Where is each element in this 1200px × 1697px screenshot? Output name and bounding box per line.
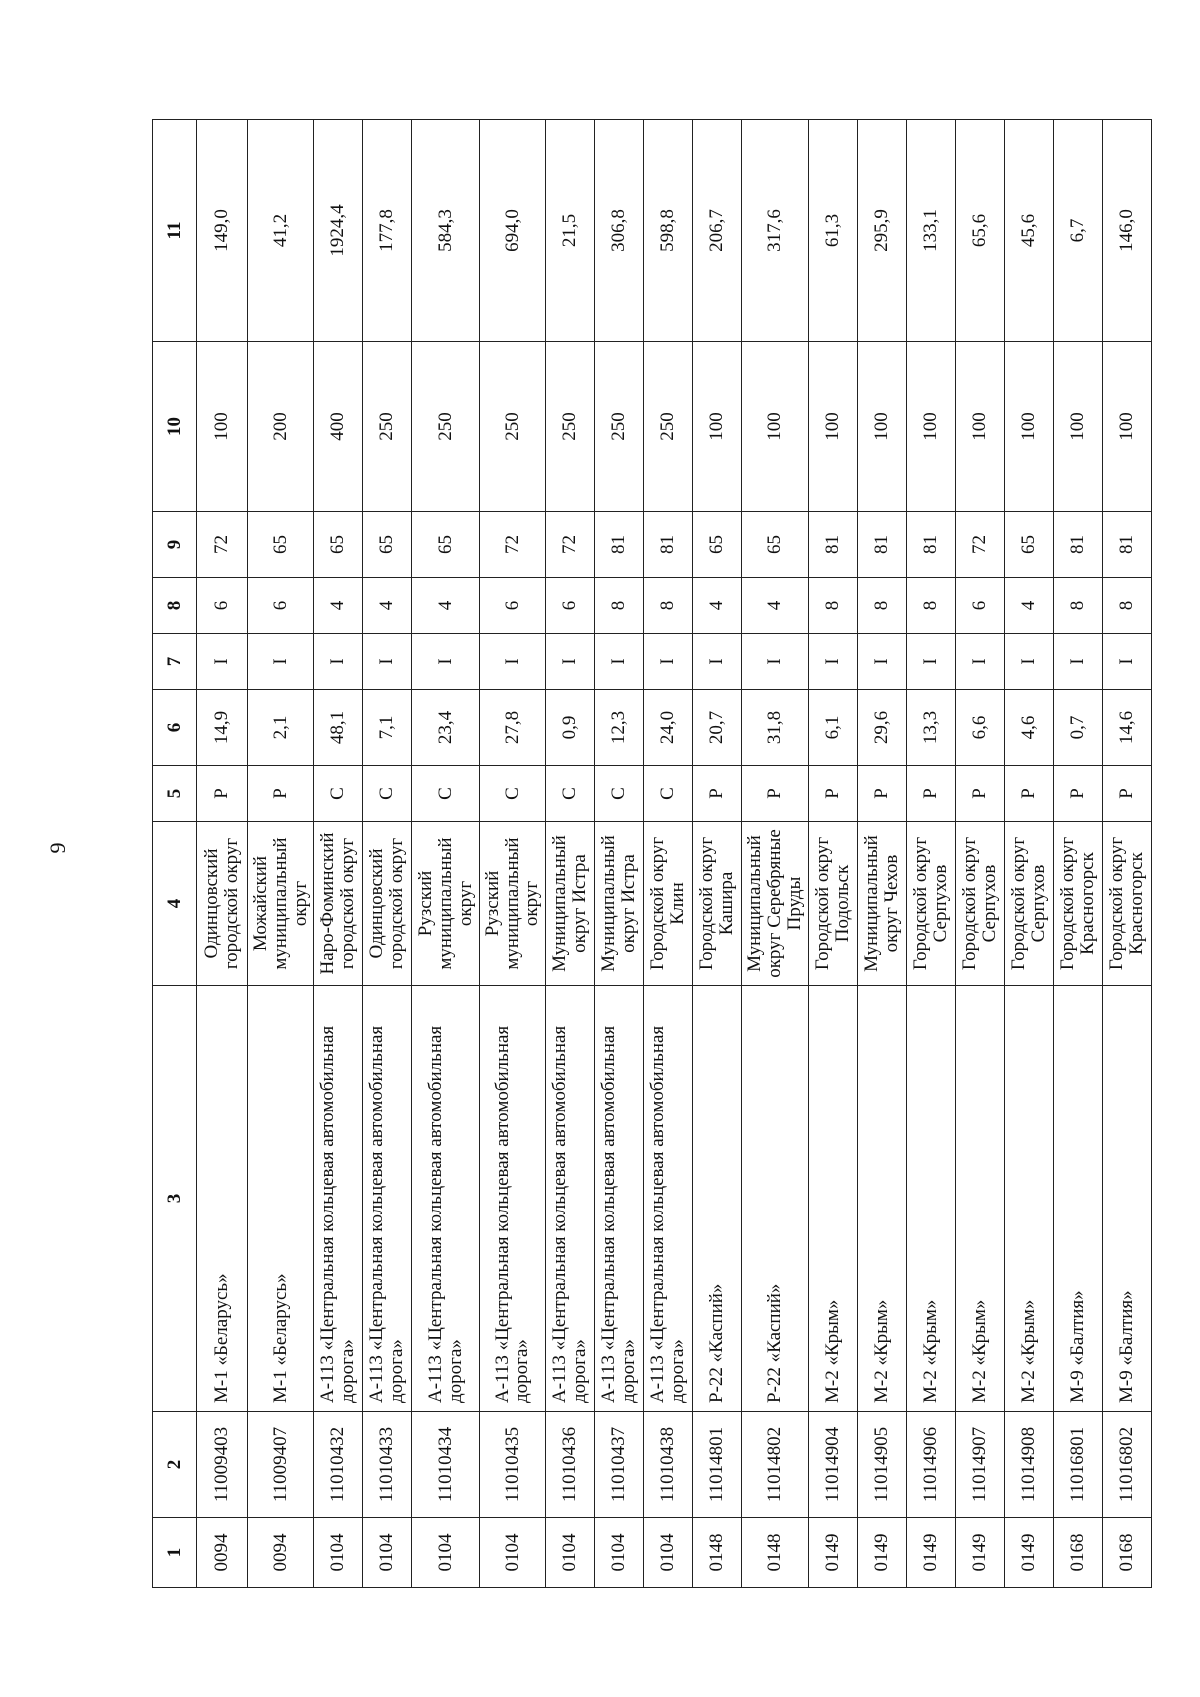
table-cell: Городской округ Подольск bbox=[808, 822, 857, 986]
table-cell: С bbox=[363, 766, 412, 822]
table-cell: 0149 bbox=[906, 1518, 955, 1588]
table-cell: М-1 «Беларусь» bbox=[197, 986, 248, 1412]
table-cell: I bbox=[808, 634, 857, 690]
table-cell: 206,7 bbox=[693, 120, 742, 342]
table-cell: 4 bbox=[1004, 578, 1053, 634]
table-cell: 29,6 bbox=[857, 690, 906, 766]
table-cell: Р bbox=[1053, 766, 1102, 822]
table-cell: 100 bbox=[693, 342, 742, 512]
table-cell: Р bbox=[808, 766, 857, 822]
table-cell: 81 bbox=[808, 512, 857, 578]
header-cell: 6 bbox=[153, 690, 197, 766]
table-cell: 0168 bbox=[1102, 1518, 1151, 1588]
table-cell: 27,8 bbox=[479, 690, 545, 766]
table-cell: 72 bbox=[546, 512, 595, 578]
table-cell: 200 bbox=[248, 342, 314, 512]
table-cell: 317,6 bbox=[742, 120, 808, 342]
table-cell: Рузский муниципальный округ bbox=[412, 822, 479, 986]
table-cell: М-2 «Крым» bbox=[808, 986, 857, 1412]
table-cell: 146,0 bbox=[1102, 120, 1151, 342]
table-cell: 0104 bbox=[595, 1518, 644, 1588]
table-cell: А-113 «Центральная кольцевая автомобильная дорога» bbox=[479, 986, 545, 1412]
header-cell: 8 bbox=[153, 578, 197, 634]
table-cell: 8 bbox=[808, 578, 857, 634]
table-cell: 12,3 bbox=[595, 690, 644, 766]
table-cell: Муниципальный округ Чехов bbox=[857, 822, 906, 986]
table-cell: 11009407 bbox=[248, 1412, 314, 1518]
table-cell: 250 bbox=[479, 342, 545, 512]
table-cell: 65 bbox=[742, 512, 808, 578]
table-cell: 0148 bbox=[693, 1518, 742, 1588]
table-cell: 11009403 bbox=[197, 1412, 248, 1518]
table-cell: 4 bbox=[314, 578, 363, 634]
table-cell: 11010438 bbox=[644, 1412, 693, 1518]
table-cell: Р-22 «Каспий» bbox=[693, 986, 742, 1412]
rotated-table-wrapper bbox=[152, 120, 1152, 1588]
table-cell: 250 bbox=[412, 342, 479, 512]
table-cell: 4 bbox=[363, 578, 412, 634]
table-cell: Городской округ Серпухов bbox=[906, 822, 955, 986]
table-cell: 598,8 bbox=[644, 120, 693, 342]
table-cell: Можайский муниципальный округ bbox=[248, 822, 314, 986]
table-cell: А-113 «Центральная кольцевая автомобильная дорога» bbox=[546, 986, 595, 1412]
table-row bbox=[1004, 120, 1053, 1588]
table-cell: 0104 bbox=[412, 1518, 479, 1588]
table-cell: Городской округ Кашира bbox=[693, 822, 742, 986]
table-cell: 6,1 bbox=[808, 690, 857, 766]
table-cell: М-2 «Крым» bbox=[857, 986, 906, 1412]
table-cell: 0149 bbox=[808, 1518, 857, 1588]
table-cell: 133,1 bbox=[906, 120, 955, 342]
table-cell: Одинцовский городской округ bbox=[197, 822, 248, 986]
table-cell: Муниципальный округ Истра bbox=[595, 822, 644, 986]
table-cell: Р bbox=[197, 766, 248, 822]
table-row bbox=[412, 120, 479, 1588]
table-cell: 24,0 bbox=[644, 690, 693, 766]
table-cell: 65,6 bbox=[955, 120, 1004, 342]
table-row bbox=[197, 120, 248, 1588]
table-cell: 250 bbox=[595, 342, 644, 512]
table-cell: 23,4 bbox=[412, 690, 479, 766]
table-cell: 306,8 bbox=[595, 120, 644, 342]
table-cell: I bbox=[248, 634, 314, 690]
table-cell: I bbox=[693, 634, 742, 690]
table-cell: 100 bbox=[857, 342, 906, 512]
table-cell: Р bbox=[742, 766, 808, 822]
table-cell: С bbox=[412, 766, 479, 822]
table-cell: 250 bbox=[546, 342, 595, 512]
table-cell: С bbox=[546, 766, 595, 822]
table-cell: 0104 bbox=[644, 1518, 693, 1588]
header-cell: 4 bbox=[153, 822, 197, 986]
table-cell: 81 bbox=[644, 512, 693, 578]
table-cell: 6 bbox=[197, 578, 248, 634]
table-cell: 177,8 bbox=[363, 120, 412, 342]
table-cell: 11010435 bbox=[479, 1412, 545, 1518]
table-cell: Р-22 «Каспий» bbox=[742, 986, 808, 1412]
table-cell: 6,7 bbox=[1053, 120, 1102, 342]
table-cell: I bbox=[644, 634, 693, 690]
table-cell: 65 bbox=[314, 512, 363, 578]
table-row bbox=[546, 120, 595, 1588]
header-cell: 5 bbox=[153, 766, 197, 822]
table-cell: 0104 bbox=[546, 1518, 595, 1588]
table-cell: 11014802 bbox=[742, 1412, 808, 1518]
table-cell: С bbox=[595, 766, 644, 822]
table-cell: 48,1 bbox=[314, 690, 363, 766]
table-cell: 31,8 bbox=[742, 690, 808, 766]
table-cell: 8 bbox=[1053, 578, 1102, 634]
table-cell: 8 bbox=[595, 578, 644, 634]
data-table bbox=[152, 119, 1152, 1588]
table-cell: А-113 «Центральная кольцевая автомобильная дорога» bbox=[644, 986, 693, 1412]
table-row bbox=[808, 120, 857, 1588]
table-cell: 11010432 bbox=[314, 1412, 363, 1518]
table-cell: 72 bbox=[479, 512, 545, 578]
table-cell: I bbox=[857, 634, 906, 690]
table-cell: 6 bbox=[955, 578, 1004, 634]
table-cell: А-113 «Центральная кольцевая автомобильная дорога» bbox=[412, 986, 479, 1412]
table-row bbox=[1053, 120, 1102, 1588]
table-cell: 100 bbox=[197, 342, 248, 512]
table-cell: 250 bbox=[363, 342, 412, 512]
table-row bbox=[857, 120, 906, 1588]
table-cell: I bbox=[197, 634, 248, 690]
table-cell: 11014908 bbox=[1004, 1412, 1053, 1518]
table-cell: I bbox=[955, 634, 1004, 690]
table-row bbox=[693, 120, 742, 1588]
table-cell: 14,6 bbox=[1102, 690, 1151, 766]
table-cell: 65 bbox=[693, 512, 742, 578]
table-cell: 0104 bbox=[363, 1518, 412, 1588]
table-cell: 61,3 bbox=[808, 120, 857, 342]
table-cell: 400 bbox=[314, 342, 363, 512]
table-cell: Р bbox=[955, 766, 1004, 822]
table-cell: М-2 «Крым» bbox=[906, 986, 955, 1412]
table-cell: 81 bbox=[595, 512, 644, 578]
table-cell: 7,1 bbox=[363, 690, 412, 766]
table-cell: 250 bbox=[644, 342, 693, 512]
table-cell: 4 bbox=[742, 578, 808, 634]
header-cell: 11 bbox=[153, 120, 197, 342]
table-row bbox=[1102, 120, 1151, 1588]
table-cell: 65 bbox=[1004, 512, 1053, 578]
table-row bbox=[644, 120, 693, 1588]
table-cell: Наро-Фоминский городской округ bbox=[314, 822, 363, 986]
table-cell: Р bbox=[693, 766, 742, 822]
table-cell: Р bbox=[906, 766, 955, 822]
table-cell: С bbox=[314, 766, 363, 822]
table-cell: I bbox=[906, 634, 955, 690]
table-cell: 11014801 bbox=[693, 1412, 742, 1518]
table-row bbox=[314, 120, 363, 1588]
table-cell: 11016802 bbox=[1102, 1412, 1151, 1518]
table-cell: 100 bbox=[742, 342, 808, 512]
table-cell: I bbox=[546, 634, 595, 690]
table-cell: 20,7 bbox=[693, 690, 742, 766]
table-cell: 0149 bbox=[1004, 1518, 1053, 1588]
table-cell: 14,9 bbox=[197, 690, 248, 766]
table-row bbox=[248, 120, 314, 1588]
table-cell: 0149 bbox=[955, 1518, 1004, 1588]
table-row bbox=[363, 120, 412, 1588]
table-cell: 100 bbox=[1004, 342, 1053, 512]
table-cell: 100 bbox=[955, 342, 1004, 512]
table-cell: Муниципальный округ Истра bbox=[546, 822, 595, 986]
table-cell: 81 bbox=[857, 512, 906, 578]
table-cell: I bbox=[742, 634, 808, 690]
header-row bbox=[153, 120, 197, 1588]
table-cell: 11014907 bbox=[955, 1412, 1004, 1518]
table-cell: I bbox=[1004, 634, 1053, 690]
table-cell: Городской округ Красногорск bbox=[1102, 822, 1151, 986]
table-cell: 100 bbox=[1053, 342, 1102, 512]
table-cell: 6,6 bbox=[955, 690, 1004, 766]
table-cell: С bbox=[479, 766, 545, 822]
table-cell: 0,7 bbox=[1053, 690, 1102, 766]
table-cell: М-2 «Крым» bbox=[1004, 986, 1053, 1412]
table-cell: 41,2 bbox=[248, 120, 314, 342]
table-cell: Одинцовский городской округ bbox=[363, 822, 412, 986]
table-cell: Р bbox=[1004, 766, 1053, 822]
table-cell: 8 bbox=[857, 578, 906, 634]
table-cell: 0104 bbox=[479, 1518, 545, 1588]
table-row bbox=[595, 120, 644, 1588]
table-cell: 0168 bbox=[1053, 1518, 1102, 1588]
table-cell: Городской округ Клин bbox=[644, 822, 693, 986]
table-cell: 11014905 bbox=[857, 1412, 906, 1518]
table-cell: I bbox=[412, 634, 479, 690]
table-cell: 45,6 bbox=[1004, 120, 1053, 342]
table-cell: 1924,4 bbox=[314, 120, 363, 342]
table-cell: 11010433 bbox=[363, 1412, 412, 1518]
table-cell: I bbox=[314, 634, 363, 690]
table-cell: 65 bbox=[248, 512, 314, 578]
table-cell: 11010436 bbox=[546, 1412, 595, 1518]
table-cell: Р bbox=[248, 766, 314, 822]
table-cell: 11016801 bbox=[1053, 1412, 1102, 1518]
table-cell: I bbox=[479, 634, 545, 690]
table-cell: 0094 bbox=[197, 1518, 248, 1588]
table-cell: Рузский муниципальный округ bbox=[479, 822, 545, 986]
table-cell: I bbox=[595, 634, 644, 690]
table-cell: I bbox=[1102, 634, 1151, 690]
page-number: 9 bbox=[45, 842, 70, 854]
table-cell: 6 bbox=[248, 578, 314, 634]
table-cell: Городской округ Красногорск bbox=[1053, 822, 1102, 986]
table-cell: Городской округ Серпухов bbox=[955, 822, 1004, 986]
header-cell: 10 bbox=[153, 342, 197, 512]
table-cell: 72 bbox=[197, 512, 248, 578]
table-cell: 81 bbox=[906, 512, 955, 578]
table-cell: 8 bbox=[906, 578, 955, 634]
table-cell: 0104 bbox=[314, 1518, 363, 1588]
table-cell: 4,6 bbox=[1004, 690, 1053, 766]
table-cell: 100 bbox=[808, 342, 857, 512]
table-cell: А-113 «Центральная кольцевая автомобильная дорога» bbox=[363, 986, 412, 1412]
table-cell: 81 bbox=[1053, 512, 1102, 578]
table-cell: 8 bbox=[644, 578, 693, 634]
header-cell: 7 bbox=[153, 634, 197, 690]
table-cell: Р bbox=[857, 766, 906, 822]
table-cell: 6 bbox=[479, 578, 545, 634]
header-cell: 1 bbox=[153, 1518, 197, 1588]
table-row bbox=[742, 120, 808, 1588]
table-cell: 65 bbox=[412, 512, 479, 578]
table-cell: 295,9 bbox=[857, 120, 906, 342]
table-cell: 11010437 bbox=[595, 1412, 644, 1518]
table-cell: Муниципальный округ Серебряные Пруды bbox=[742, 822, 808, 986]
table-cell: 11014906 bbox=[906, 1412, 955, 1518]
table-cell: 4 bbox=[412, 578, 479, 634]
table-cell: I bbox=[363, 634, 412, 690]
header-cell: 2 bbox=[153, 1412, 197, 1518]
table-cell: 11010434 bbox=[412, 1412, 479, 1518]
table-cell: 13,3 bbox=[906, 690, 955, 766]
table-cell: 584,3 bbox=[412, 120, 479, 342]
table-cell: М-9 «Балтия» bbox=[1053, 986, 1102, 1412]
table-cell: 694,0 bbox=[479, 120, 545, 342]
table-cell: М-9 «Балтия» bbox=[1102, 986, 1151, 1412]
table-cell: С bbox=[644, 766, 693, 822]
header-cell: 3 bbox=[153, 986, 197, 1412]
header-cell: 9 bbox=[153, 512, 197, 578]
table-cell: 2,1 bbox=[248, 690, 314, 766]
table-cell: 65 bbox=[363, 512, 412, 578]
table-cell: 21,5 bbox=[546, 120, 595, 342]
table-cell: 100 bbox=[1102, 342, 1151, 512]
table-row bbox=[479, 120, 545, 1588]
table-cell: 0,9 bbox=[546, 690, 595, 766]
table-cell: 149,0 bbox=[197, 120, 248, 342]
table-cell: 11014904 bbox=[808, 1412, 857, 1518]
table-cell: 6 bbox=[546, 578, 595, 634]
table-cell: 0149 bbox=[857, 1518, 906, 1588]
table-cell: А-113 «Центральная кольцевая автомобильная дорога» bbox=[314, 986, 363, 1412]
table-cell: Р bbox=[1102, 766, 1151, 822]
table-cell: М-1 «Беларусь» bbox=[248, 986, 314, 1412]
table-cell: 0094 bbox=[248, 1518, 314, 1588]
table-row bbox=[906, 120, 955, 1588]
table-cell: Городской округ Серпухов bbox=[1004, 822, 1053, 986]
table-cell: 81 bbox=[1102, 512, 1151, 578]
table-cell: 0148 bbox=[742, 1518, 808, 1588]
table-cell: 8 bbox=[1102, 578, 1151, 634]
table-cell: М-2 «Крым» bbox=[955, 986, 1004, 1412]
table-cell: 100 bbox=[906, 342, 955, 512]
table-cell: 72 bbox=[955, 512, 1004, 578]
table-cell: А-113 «Центральная кольцевая автомобильная дорога» bbox=[595, 986, 644, 1412]
table-cell: I bbox=[1053, 634, 1102, 690]
table-row bbox=[955, 120, 1004, 1588]
table-cell: 4 bbox=[693, 578, 742, 634]
